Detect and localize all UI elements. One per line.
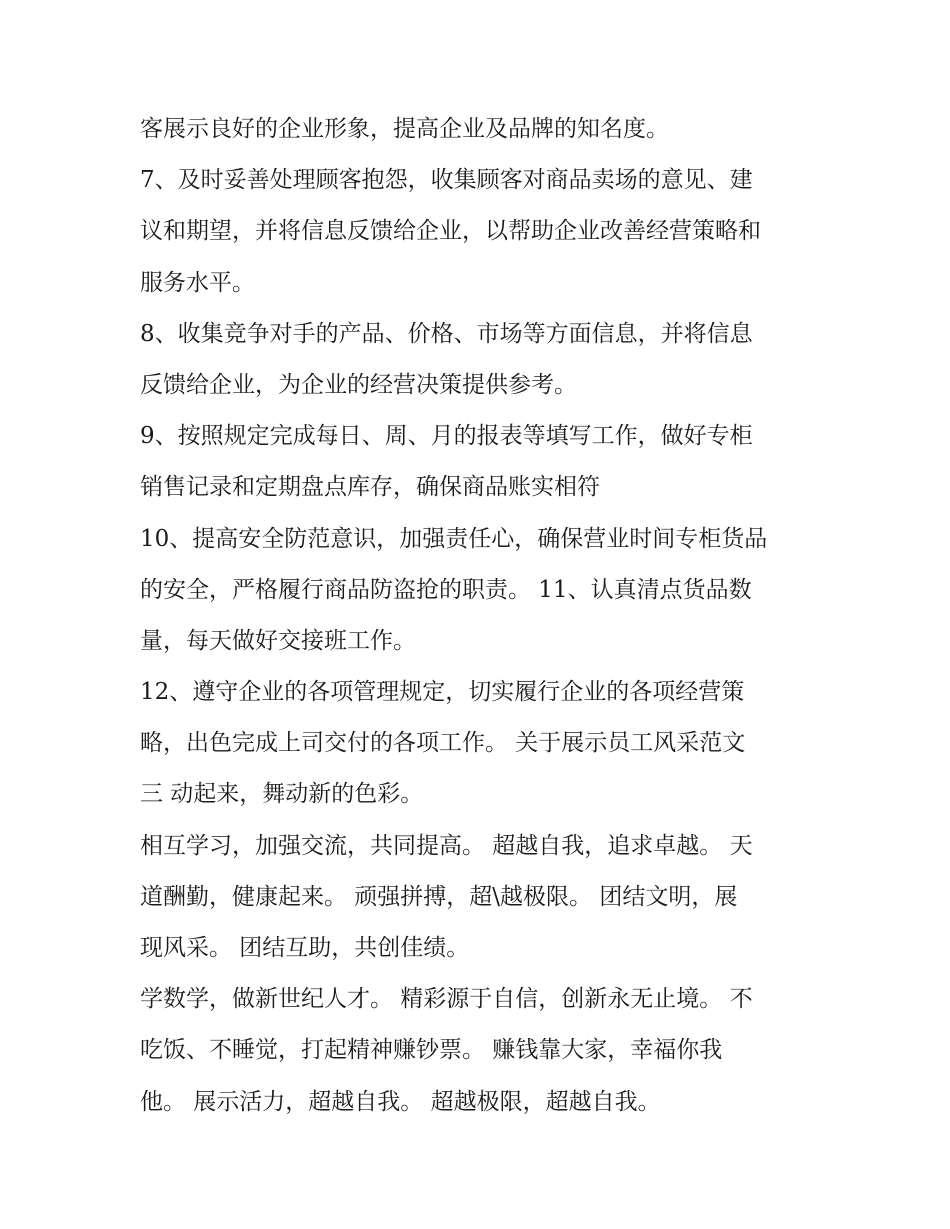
text-line: 客展示良好的企业形象，提高企业及品牌的知名度。 bbox=[140, 116, 669, 142]
text-line: 10、提高安全防范意识，加强责任心，确保营业时间专柜货品 bbox=[140, 525, 768, 552]
text-line: 反馈给企业，为企业的经营决策提供参考。 bbox=[140, 371, 577, 398]
text-line: 现风采。 团结互助，共创佳绩。 bbox=[140, 935, 470, 961]
text-line: 学数学，做新世纪人才。 精彩源于自信，创新永无止境。 不 bbox=[140, 986, 753, 1013]
text-line: 9、按照规定完成每日、周、月的报表等填写工作，做好专柜 bbox=[140, 423, 753, 450]
text-line: 8、收集竞争对手的产品、价格、市场等方面信息，并将信息 bbox=[140, 320, 753, 347]
text-line: 吃饭、不睡觉，打起精神赚钞票。 赚钱靠大家，幸福你我 bbox=[140, 1037, 723, 1064]
text-line: 的安全，严格履行商品防盗抢的职责。 11、认真清点货品数 bbox=[140, 576, 752, 603]
text-line: 三 动起来，舞动新的色彩。 bbox=[140, 781, 424, 808]
text-line: 12、遵守企业的各项管理规定，切实履行企业的各项经营策 bbox=[140, 679, 745, 706]
text-line: 道酬勤，健康起来。 顽强拼搏，超\越极限。 团结文明，展 bbox=[140, 883, 738, 910]
text-line: 7、及时妥善处理顾客抱怨，收集顾客对商品卖场的意见、建 bbox=[140, 167, 753, 194]
text-line: 略，出色完成上司交付的各项工作。 关于展示员工风采范文 bbox=[140, 730, 746, 757]
text-line: 他。 展示活力，超越自我。 超越极限，超越自我。 bbox=[140, 1088, 661, 1115]
text-line: 销售记录和定期盘点库存，确保商品账实相符 bbox=[140, 474, 600, 501]
text-line: 服务水平。 bbox=[140, 269, 255, 296]
text-line: 相互学习，加强交流，共同提高。 超越自我，追求卓越。 天 bbox=[140, 832, 753, 859]
document-body bbox=[140, 104, 830, 1128]
text-line: 量，每天做好交接班工作。 bbox=[140, 627, 416, 654]
text-line: 议和期望，并将信息反馈给企业，以帮助企业改善经营策略和 bbox=[140, 218, 761, 245]
